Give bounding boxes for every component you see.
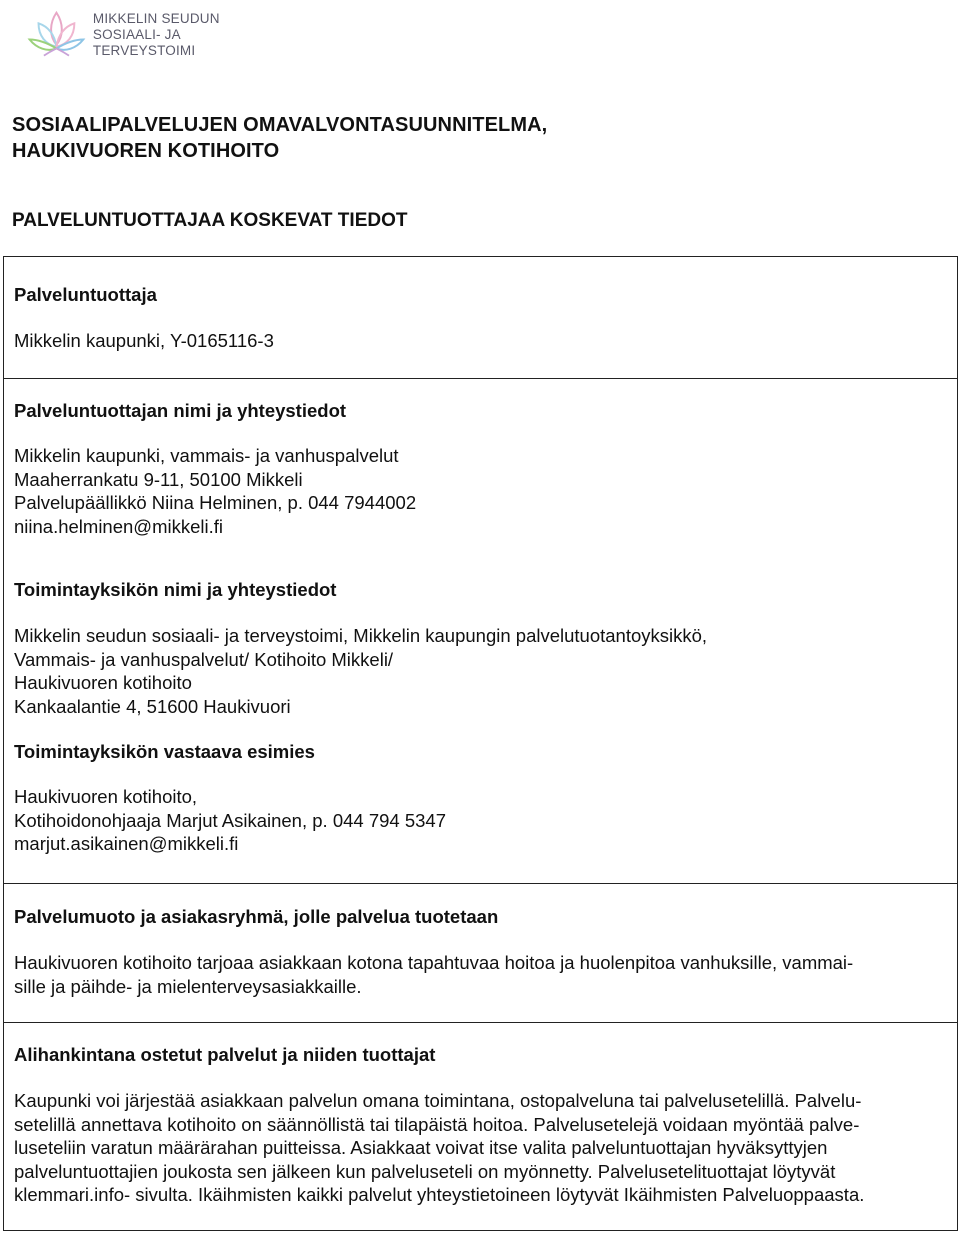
provider-contact-line: Maaherrankatu 9-11, 50100 Mikkeli bbox=[14, 468, 303, 490]
subcontracting-heading: Alihankintana ostetut palvelut ja niiden tuottajat bbox=[14, 1044, 436, 1065]
unit-manager-text bbox=[14, 785, 947, 856]
unit-contact-line: Mikkelin seudun sosiaali- ja terveystoimi, Mikkelin kaupungin palvelutuotantoyksikkö, bbox=[14, 625, 708, 646]
service-form-text bbox=[14, 951, 947, 998]
info-table bbox=[3, 256, 958, 1231]
subcontracting-line: luseteliin varatun määrärahan puitteissa. Asiakkaat voivat itse valita palveluntuottajan hyväksyttyjen bbox=[14, 1137, 828, 1158]
logo-line-1: MIKKELIN SEUDUN bbox=[92, 11, 220, 26]
unit-contact-text bbox=[14, 624, 947, 718]
subcontracting-line: klemmari.info- sivulta. Ikäihmisten kaikki palvelut yhteystietoineen löytyvät Ikäihmisten Palveluoppaasta. bbox=[14, 1184, 865, 1205]
logo-text bbox=[93, 11, 266, 59]
provider-cell bbox=[4, 257, 957, 379]
unit-contact-line: Kankaalantie 4, 51600 Haukivuori bbox=[14, 695, 291, 717]
provider-contact-line: niina.helminen@mikkeli.fi bbox=[14, 515, 224, 537]
logo-line-2: SOSIAALI- JA TERVEYSTOIMI bbox=[92, 27, 196, 58]
subcontracting-line: palveluntuottajien joukosta sen jälkeen kun palveluseteli on myönnetty. Palvelusetelituottajat löytyvät bbox=[14, 1160, 836, 1182]
unit-manager-line: Haukivuoren kotihoito, bbox=[14, 786, 198, 807]
subcontracting-text bbox=[14, 1089, 947, 1207]
service-form-line: Haukivuoren kotihoito tarjoaa asiakkaan kotona tapahtuvaa hoitoa ja huolenpitoa vanhuksille, vammai- bbox=[14, 952, 854, 973]
subcontracting-cell bbox=[4, 1023, 957, 1231]
document-title bbox=[12, 112, 547, 164]
subcontracting-line: Kaupunki voi järjestää asiakkaan palvelun omana toimintana, ostopalveluna tai palvelusetelillä. Palvelu- bbox=[14, 1090, 862, 1111]
subcontracting-line: setelillä annettava kotihoito on säännöllistä tai tilapäistä hoitoa. Palvelusetelejä voidaan myöntää palve- bbox=[14, 1113, 860, 1135]
provider-contact-line: Mikkelin kaupunki, vammais- ja vanhuspalvelut bbox=[14, 445, 399, 466]
provider-contact-heading: Palveluntuottajan nimi ja yhteystiedot bbox=[14, 400, 347, 421]
service-form-cell bbox=[4, 883, 957, 1023]
title-line-2: HAUKIVUOREN KOTIHOITO bbox=[12, 140, 280, 162]
unit-manager-line: marjut.asikainen@mikkeli.fi bbox=[14, 833, 239, 854]
provider-heading: Palveluntuottaja bbox=[14, 284, 157, 305]
provider-contact-text bbox=[14, 444, 947, 538]
service-form-line: sille ja päihde- ja mielenterveysasiakkaille. bbox=[14, 975, 362, 997]
provider-contact-line: Palvelupäällikkö Niina Helminen, p. 044 7944002 bbox=[14, 492, 417, 513]
unit-contact-line: Haukivuoren kotihoito bbox=[14, 672, 192, 693]
service-form-heading: Palvelumuoto ja asiakasryhmä, jolle palvelua tuotetaan bbox=[14, 906, 499, 927]
unit-manager-heading: Toimintayksikön vastaava esimies bbox=[14, 741, 315, 762]
provider-line: Mikkelin kaupunki, Y-0165116-3 bbox=[14, 330, 274, 351]
unit-contact-line: Vammais- ja vanhuspalvelut/ Kotihoito Mikkeli/ bbox=[14, 648, 394, 670]
provider-contact-cell bbox=[4, 379, 957, 854]
section-heading: PALVELUNTUOTTAJAA KOSKEVAT TIEDOT bbox=[12, 210, 408, 231]
lotus-flower-icon bbox=[26, 2, 87, 68]
organization-logo bbox=[26, 2, 266, 68]
title-line-1: SOSIAALIPALVELUJEN OMAVALVONTASUUNNITELMA, bbox=[12, 114, 548, 136]
unit-manager-line: Kotihoidonohjaaja Marjut Asikainen, p. 044 794 5347 bbox=[14, 809, 446, 831]
unit-contact-heading: Toimintayksikön nimi ja yhteystiedot bbox=[14, 579, 337, 600]
provider-text bbox=[14, 329, 947, 353]
